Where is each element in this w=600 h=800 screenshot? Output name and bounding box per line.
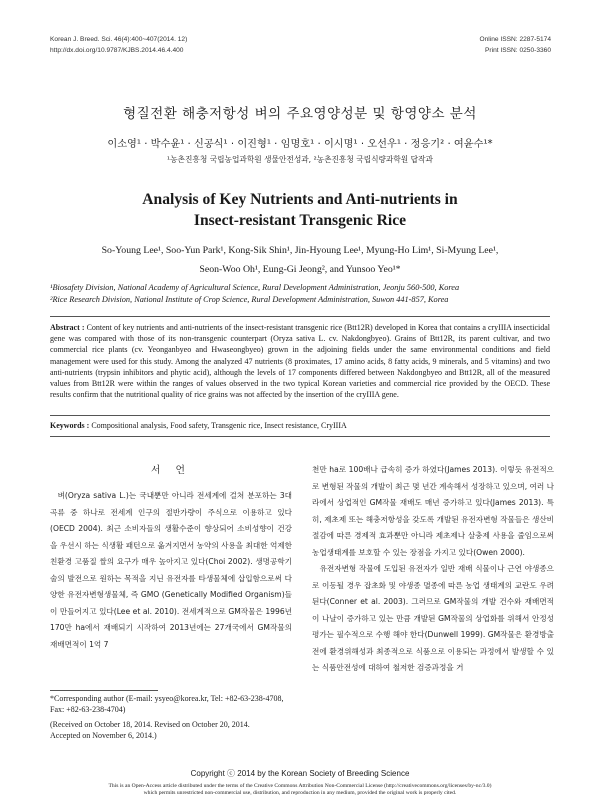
doi-link[interactable]: http://dx.doi.org/10.9787/KJBS.2014.46.4.400 — [50, 46, 184, 54]
intro-paragraph-1: 벼(Oryza sativa L.)는 국내뿐만 아니라 전세계에 걸쳐 분포하는 3대 곡류 중 하나로 전세계 인구의 절반가량이 주식으로 이용하고 있다(OECD 2004). 최근 소비자들의 생활수준이 향상되어 소비성향이 건강을 우선시 하는 식생활 패턴으로 옮겨지면서 농약의 사용을 최대한 억제한 친환경 고품질 쌀의 요구가 매우 높아지고 있다(Choi 2002). 생명공학기술의 발전으로 원하는 목적을 지닌 유전자를 타생물체에 삽입함으로써 다양한 유전자변형생물체, 즉 GMO (Genetically Modified Organism)들이 만들어지고 있다(Lee et al. 2010). 전세계적으로 GM작물은 1996년 170만 ha에서 재배되기 시작하여 2013년에는 27개국에서 GM작물의 재배면적이 1억 7 — [50, 491, 292, 649]
keywords-label: Keywords : — [50, 421, 90, 430]
english-title-line-1: Analysis of Key Nutrients and Anti-nutrients in — [142, 191, 458, 208]
affiliation-1: ¹Biosafety Division, National Academy of Agricultural Science, Rural Development Administration, Jeonju 560-500, Korea — [50, 283, 460, 292]
section-heading-introduction: 서 언 — [150, 465, 192, 476]
license-line-2: which permits unrestricted non-commercial use, distribution, and reproduction in any medium, provided the original work is properly cited. — [143, 790, 457, 796]
english-title-line-2: Insect-resistant Transgenic Rice — [193, 212, 407, 229]
keywords-bottom-rule — [50, 436, 550, 437]
abstract-top-rule — [50, 316, 550, 317]
english-authors-line-2: Seon-Woo Oh¹, Eung-Gi Jeong², and Yunsoo Yeo¹* — [199, 264, 401, 275]
intro-paragraph-2: 천만 ha로 100배나 급속히 증가 하였다(James 2013). 이렇듯 유전적으로 변형된 작물의 개발이 최근 몇 년간 계속해서 성장하고 있으며, 여러 나라에서 상업적인 GM작물 재배도 매년 증가하고 있다(James 2013). 특히, 제초제 또는 해충저항성을 갖도록 개발된 유전자변형 작물들은 생산비 절감에 따른 경제적 효과뿐만 아니라 제초제나 살충제 사용을 줄임으로써 농업생태계를 보호할 수 있는 장점을 가지고 있다(Owen 2000). — [312, 465, 554, 557]
license-line-1: This is an Open-Access article distributed under the terms of the Creative Commons Attribution Non-Commercial License (http://creativecommons.org/licenses/by-nc/3.0) — [108, 783, 492, 789]
english-title — [0, 189, 600, 231]
body-column-left — [50, 488, 292, 653]
affiliation-2: ²Rice Research Division, National Institute of Crop Science, Rural Development Administration, Suwon 441-857, Korea — [50, 294, 449, 304]
corresponding-author-footnote: *Corresponding author (E-mail: ysyeo@korea.kr, Tel: +82-63-238-4708, Fax: +82-63-238-4704) — [50, 694, 284, 714]
english-authors-line-1: So-Young Lee¹, Soo-Yun Park¹, Kong-Sik Shin¹, Jin-Hyoung Lee¹, Myung-Ho Lim¹, Si-Myung Lee¹, — [101, 245, 499, 256]
english-affiliations — [50, 282, 550, 305]
english-authors — [40, 241, 560, 279]
received-dates-footnote — [50, 719, 296, 741]
issn-header — [480, 35, 551, 56]
online-issn: Online ISSN: 2287-5174 — [479, 36, 551, 43]
abstract — [50, 322, 550, 400]
korean-title: 형질전환 해충저항성 벼의 주요영양성분 및 항영양소 분석 — [123, 106, 477, 122]
print-issn: Print ISSN: 0250-3360 — [485, 46, 551, 54]
journal-header — [50, 35, 187, 56]
keywords-text: Compositional analysis, Food safety, Transgenic rice, Insect resistance, CryIIIA — [91, 421, 347, 430]
received-dates-line-2: Accepted on November 6, 2014.) — [50, 731, 157, 740]
keywords — [50, 420, 550, 431]
copyright-notice: Copyright ⓒ 2014 by the Korean Society of Breeding Science — [190, 769, 410, 778]
intro-paragraph-3: 유전자변형 작물에 도입된 유전자가 일반 재배 식물이나 근연 야생종으로 이동될 경우 잡초화 및 야생종 멸종에 따른 농업 생태계의 교란도 우려된다(Conner et al. 2003). 그러므로 GM작물의 개발 건수와 재배면적이 나날이 증가하고 있는 만큼 개발된 GM작물의 상업화를 위해서 안정성 평가는 필수적으로 수행 해야 한다(Dunwell 1999). GM작물은 환경방출전에 환경위해성과 최종적으로 식품으로 이용되는 과정에서 발생할 수 있는 식품안전성에 대하여 철저한 검증과정을 거 — [312, 564, 554, 672]
korean-affiliations: ¹농촌진흥청 국립농업과학원 생물안전성과, ²농촌진흥청 국립식량과학원 답작과 — [167, 155, 433, 164]
received-dates-line-1: (Received on October 18, 2014. Revised on October 20, 2014. — [50, 720, 250, 729]
footnote-rule — [50, 690, 158, 691]
abstract-bottom-rule — [50, 415, 550, 416]
journal-citation: Korean J. Breed. Sci. 46(4):400~407(2014. 12) — [50, 36, 188, 43]
body-column-right — [312, 462, 554, 677]
korean-authors: 이소영¹ · 박수윤¹ · 신공식¹ · 이진형¹ · 임명호¹ · 이시명¹ · 오선우¹ · 정응기² · 여윤수¹* — [107, 139, 493, 150]
license-notice — [60, 783, 540, 797]
abstract-text: Content of key nutrients and anti-nutrients of the insect-resistant transgenic rice (Btt12R) developed in Korea that contains a cryIIIA insecticidal gene was compared with those of its non-transgenic counterpart (Oryza sativa L. cv. Nakdongbyeo). Grains of Btt12R, its parent cultivar, and two commercial rice plants (cv. Yeonganbyeo and Hwaseongbyeo) grown in the adjoining fields under the same environmental conditions and field management were used for this study. Among the analyzed 47 nutrients (8 proximates, 17 amino acids, 8 fatty acids, 9 minerals, and 5 vitamins) and two anti-nutrients (trypsin inhibitors and phytic acid), although the levels of 17 components differed between Nakdongbyeo and Btt12R, all of the measured values from Btt12R were within the ranges of values observed in the two typical Korean varieties and commercial rice provided by the OECD. These results confirm that the nutritional quality of rice grains was not affected by the insertion of the cryIIIA gene. — [50, 323, 550, 400]
abstract-label: Abstract : — [50, 323, 85, 332]
